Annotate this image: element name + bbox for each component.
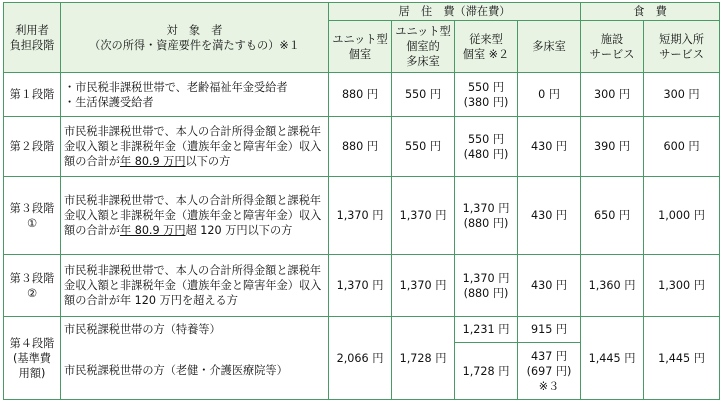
facility-service-cell: 650 円	[581, 177, 644, 255]
unit-private-cell: 880 円	[329, 117, 392, 177]
multi-bed-cell: 430 円	[518, 177, 581, 255]
unit-semi-private-header: ユニット型 個室的 多床室	[392, 21, 455, 73]
target-cell: 市民税非課税世帯で、本人の合計所得金額と課税年金収入額と非課税年金（遺族年金と障害年金）収入額の合計が年 80.9 万円以下の方	[61, 117, 329, 177]
multi-bed-cell: 430 円	[518, 255, 581, 317]
facility-service-cell: 1,360 円	[581, 255, 644, 317]
target-header: 対 象 者 （次の所得・資産要件を満たすもの）※１	[61, 3, 329, 73]
conventional-private-header: 従来型 個室 ※２	[455, 21, 518, 73]
short-stay-header: 短期入所 サービス	[644, 21, 720, 73]
unit-semi-private-cell: 1,370 円	[392, 177, 455, 255]
stage-cell: 第３段階 ①	[4, 177, 61, 255]
conventional-private-cell: 550 円 (480 円)	[455, 117, 518, 177]
table-row	[4, 177, 720, 255]
conventional-private-cell: 1,370 円 (880 円)	[455, 177, 518, 255]
target-cell: 市民税課税世帯の方（老健・介護医療院等）	[61, 343, 329, 400]
unit-private-cell: 2,066 円	[329, 317, 392, 400]
stage-cell: 第３段階 ②	[4, 255, 61, 317]
short-stay-cell: 600 円	[644, 117, 720, 177]
conventional-private-cell: 1,231 円	[455, 317, 518, 343]
unit-semi-private-cell: 1,728 円	[392, 317, 455, 400]
stage-cell: 第２段階	[4, 117, 61, 177]
food-cost-header: 食 費	[581, 3, 720, 21]
multi-bed-cell: 0 円	[518, 73, 581, 117]
facility-service-cell: 300 円	[581, 73, 644, 117]
stage-cell: 第４段階 (基準費 用額)	[4, 317, 61, 400]
unit-private-cell: 1,370 円	[329, 255, 392, 317]
target-cell: 市民税非課税世帯で、本人の合計所得金額と課税年金収入額と非課税年金（遺族年金と障害年金）収入額の合計が年 120 万円を超える方	[61, 255, 329, 317]
multi-bed-cell: 437 円 (697 円) ※３	[518, 343, 581, 400]
multi-bed-cell: 915 円	[518, 317, 581, 343]
conventional-private-cell: 1,370 円 (880 円)	[455, 255, 518, 317]
facility-service-cell: 390 円	[581, 117, 644, 177]
multi-bed-header: 多床室	[518, 21, 581, 73]
table-row	[4, 117, 720, 177]
unit-semi-private-cell: 1,370 円	[392, 255, 455, 317]
table-row	[4, 317, 720, 343]
unit-private-cell: 1,370 円	[329, 177, 392, 255]
conventional-private-cell: 1,728 円	[455, 343, 518, 400]
facility-service-cell: 1,445 円	[581, 317, 644, 400]
stage-cell: 第１段階	[4, 73, 61, 117]
short-stay-cell: 300 円	[644, 73, 720, 117]
target-cell: 市民税非課税世帯で、本人の合計所得金額と課税年金収入額と非課税年金（遺族年金と障害年金）収入額の合計が年 80.9 万円超 120 万円以下の方	[61, 177, 329, 255]
table-row	[4, 73, 720, 117]
multi-bed-cell: 430 円	[518, 117, 581, 177]
header-row	[4, 3, 720, 21]
short-stay-cell: 1,445 円	[644, 317, 720, 400]
facility-service-header: 施設 サービス	[581, 21, 644, 73]
short-stay-cell: 1,000 円	[644, 177, 720, 255]
unit-private-header: ユニット型 個室	[329, 21, 392, 73]
target-cell: 市民税課税世帯の方（特養等）	[61, 317, 329, 343]
fee-table	[3, 2, 720, 400]
residence-cost-header: 居 住 費（滞在費）	[329, 3, 581, 21]
unit-semi-private-cell: 550 円	[392, 117, 455, 177]
stage-header: 利用者 負担段階	[4, 3, 61, 73]
short-stay-cell: 1,300 円	[644, 255, 720, 317]
unit-semi-private-cell: 550 円	[392, 73, 455, 117]
conventional-private-cell: 550 円 (380 円)	[455, 73, 518, 117]
table-row	[4, 255, 720, 317]
unit-private-cell: 880 円	[329, 73, 392, 117]
target-cell: ・市民税非課税世帯で、老齢福祉年金受給者 ・生活保護受給者	[61, 73, 329, 117]
